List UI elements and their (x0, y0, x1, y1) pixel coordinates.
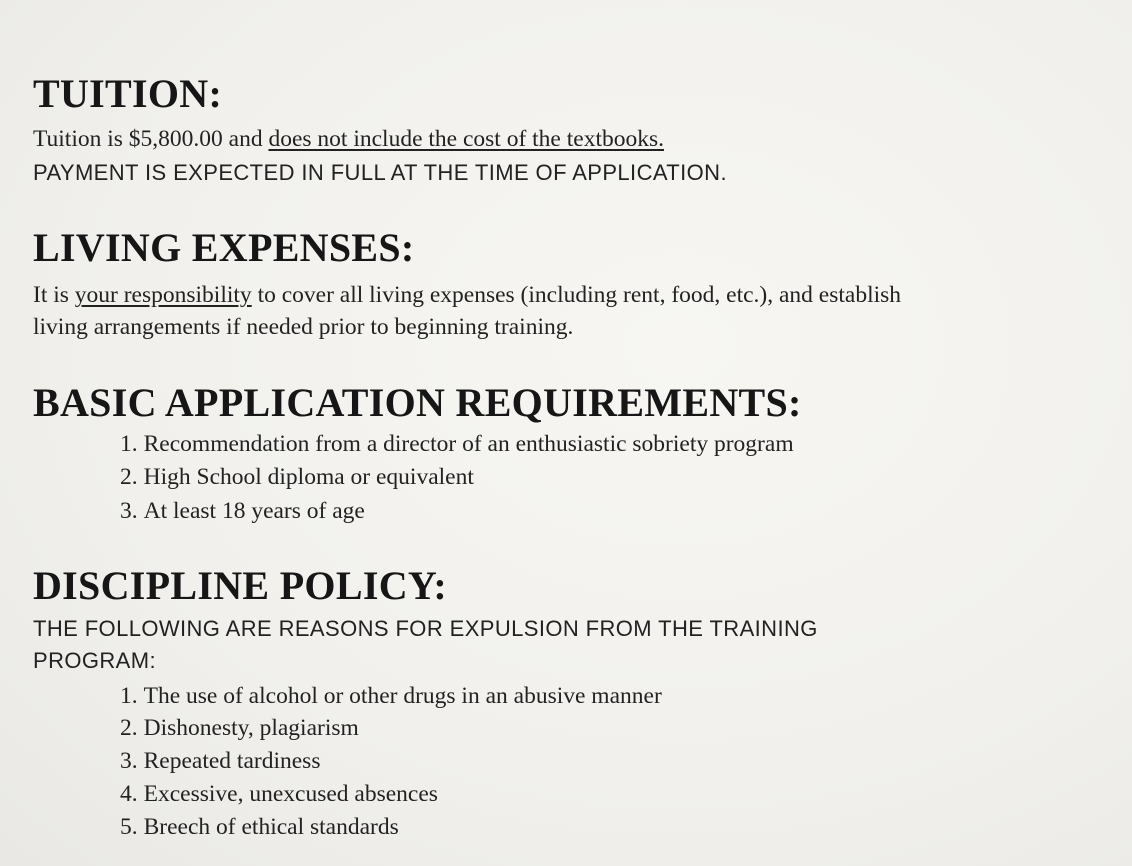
discipline-policy-heading: DISCIPLINE POLICY: (33, 563, 448, 608)
reason-number: 4. (120, 781, 138, 807)
reason-number: 1. (120, 683, 138, 709)
living-expenses-line-1 (33, 280, 901, 310)
requirement-text: High School diploma or equivalent (143, 464, 474, 490)
requirement-number: 2. (120, 464, 138, 490)
expulsion-reason-item (120, 746, 320, 776)
requirement-number: 1. (120, 431, 138, 457)
reason-text: The use of alcohol or other drugs in an abusive manner (143, 683, 662, 709)
tuition-heading: TUITION: (33, 71, 223, 116)
reason-text: Breech of ethical standards (143, 814, 399, 840)
reason-number: 2. (120, 715, 138, 741)
reason-number: 5. (120, 814, 138, 840)
payment-notice: PAYMENT IS EXPECTED IN FULL AT THE TIME OF APPLICATION. (33, 160, 727, 185)
basic-requirements-heading: BASIC APPLICATION REQUIREMENTS: (33, 380, 802, 425)
expulsion-intro-line-1: THE FOLLOWING ARE REASONS FOR EXPULSION FROM THE TRAINING (33, 616, 818, 641)
reason-text: Excessive, unexcused absences (143, 781, 438, 807)
textbooks-note-underlined: does not include the cost of the textbooks. (268, 126, 664, 152)
living-expenses-heading: LIVING EXPENSES: (33, 225, 415, 270)
expulsion-reason-item (120, 713, 359, 743)
living-expenses-prefix: It is (33, 282, 75, 308)
reason-number: 3. (120, 748, 138, 774)
requirement-item (120, 429, 794, 459)
requirement-text: Recommendation from a director of an enthusiastic sobriety program (143, 431, 794, 457)
reason-text: Repeated tardiness (143, 748, 321, 774)
living-expenses-line-2: living arrangements if needed prior to beginning training. (33, 314, 574, 340)
living-expenses-suffix: to cover all living expenses (including rent, food, etc.), and establish (251, 282, 902, 308)
tuition-cost-line (33, 124, 664, 154)
requirement-item (120, 462, 474, 492)
expulsion-reason-item (120, 812, 399, 842)
requirement-text: At least 18 years of age (143, 498, 365, 524)
requirement-number: 3. (120, 498, 138, 524)
requirement-item (120, 496, 365, 526)
responsibility-underlined: your responsibility (74, 282, 252, 308)
reason-text: Dishonesty, plagiarism (143, 715, 359, 741)
tuition-cost-text: Tuition is $5,800.00 and (33, 126, 269, 152)
expulsion-reason-item (120, 681, 662, 711)
expulsion-intro-line-2: PROGRAM: (33, 648, 156, 673)
expulsion-reason-item (120, 779, 438, 809)
